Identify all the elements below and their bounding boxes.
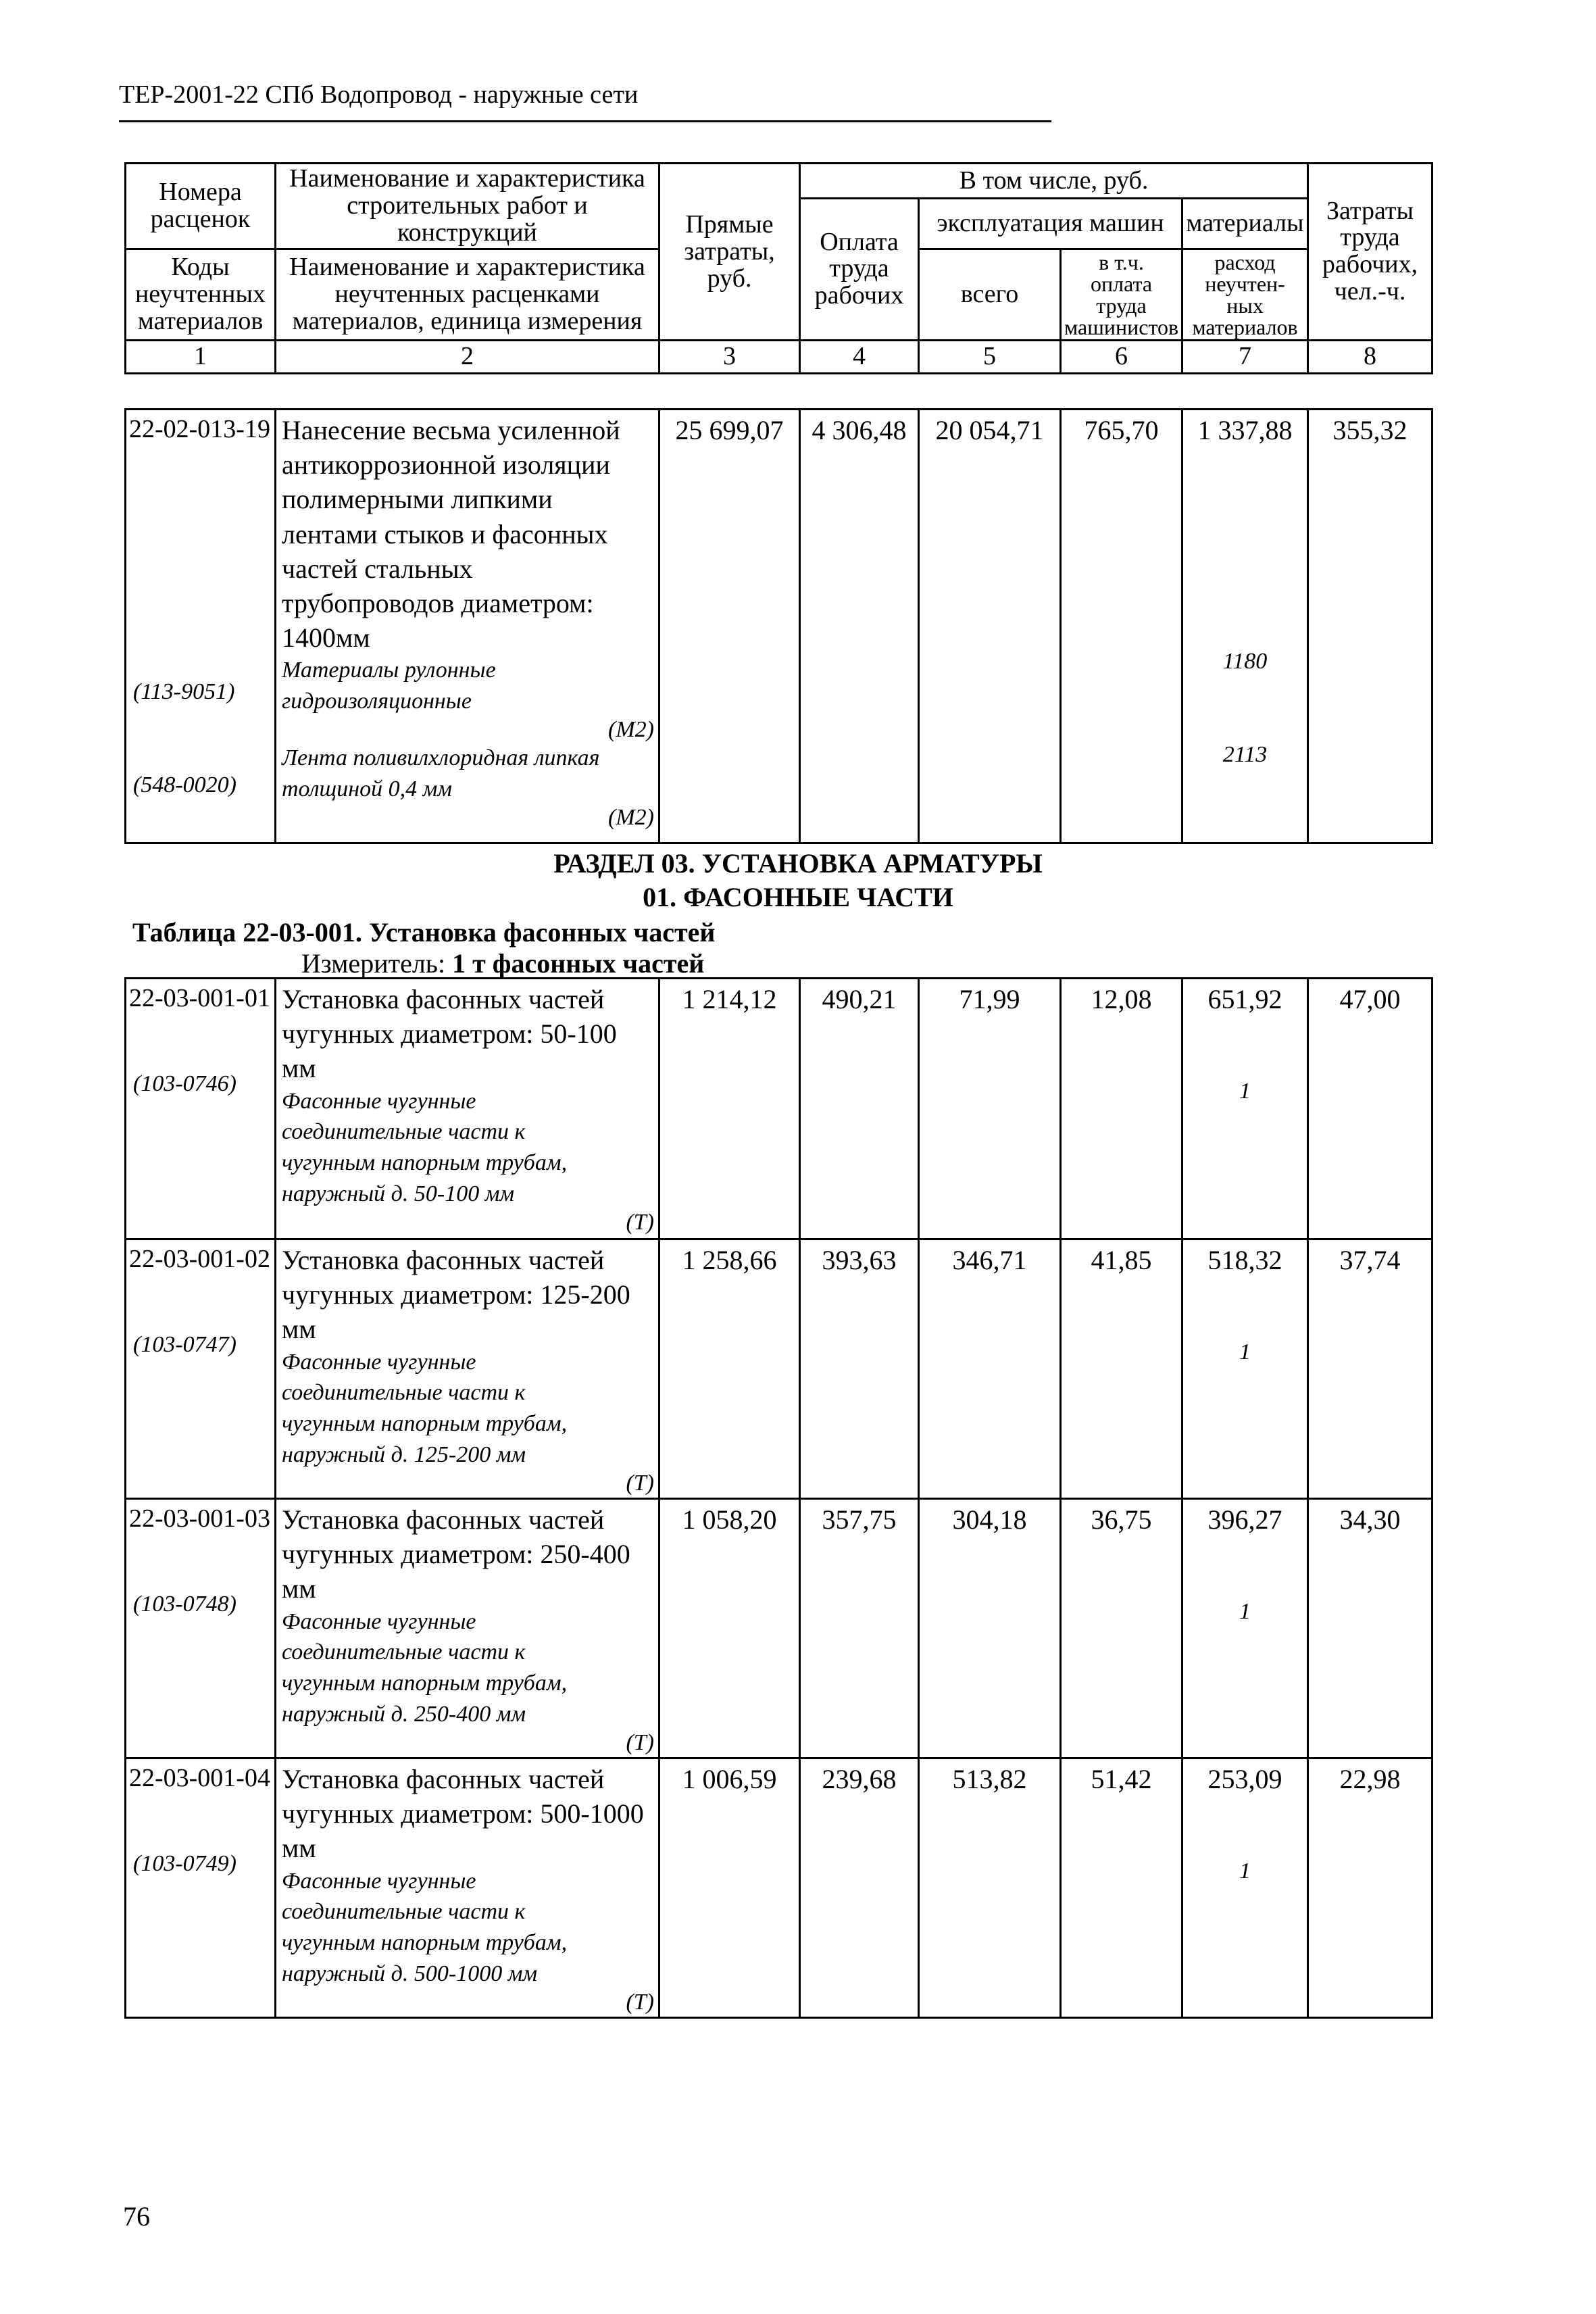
- rate-name: Установка фасонных частей чугунных диаметром: 500-1000 мм: [282, 1764, 644, 1864]
- table-row: [126, 1758, 1432, 2018]
- material-code: (103-0748): [133, 1592, 236, 1617]
- col7-header: расход неучтен- ных материалов: [1182, 249, 1308, 340]
- material-unit: (Т): [626, 1730, 654, 1756]
- col1-header-top: Номера расценок: [126, 164, 276, 249]
- col5-header: всего: [919, 249, 1061, 340]
- labor-hours: 47,00: [1339, 984, 1401, 1014]
- material-qty: 1: [1239, 1858, 1251, 1884]
- machine-cost: 20 054,71: [935, 415, 1044, 445]
- rate-code: 22-03-001-04: [129, 1764, 270, 1792]
- col-number-7: 7: [1182, 340, 1308, 373]
- page-number: 76: [123, 2201, 150, 2232]
- rate-code: 22-03-001-02: [129, 1245, 270, 1273]
- labor-hours: 355,32: [1332, 415, 1407, 445]
- material-code: (103-0749): [133, 1851, 236, 1876]
- section-subtitle: 01. ФАСОННЫЕ ЧАСТИ: [643, 882, 953, 912]
- materials-cost: 518,32: [1207, 1245, 1282, 1275]
- labor-hours: 22,98: [1339, 1764, 1401, 1794]
- machines-header: эксплуатация машин: [919, 199, 1182, 249]
- direct-costs: 1 058,20: [682, 1504, 777, 1535]
- table-row: [126, 1239, 1432, 1499]
- materials-cost: 1 337,88: [1197, 415, 1293, 445]
- labor-cost: 393,63: [822, 1245, 897, 1275]
- materials-header: материалы: [1182, 199, 1308, 249]
- machine-cost: 346,71: [952, 1245, 1027, 1275]
- material-code: (113-9051): [133, 679, 235, 704]
- material-name: Фасонные чугунные соединительные части к чугунным напорным трубам, наружный д. 250-400 мм: [282, 1608, 568, 1727]
- rate-code: 22-03-001-01: [129, 984, 270, 1012]
- labor-cost: 239,68: [822, 1764, 897, 1794]
- machinist-labor-cost: 41,85: [1091, 1245, 1152, 1275]
- header-rule: [119, 120, 1051, 122]
- rate-name-cell: [276, 410, 659, 843]
- col3-header: Прямые затраты, руб.: [659, 164, 800, 341]
- material-qty: 1180: [1222, 649, 1268, 674]
- rate-name: Установка фасонных частей чугунных диаметром: 50-100 мм: [282, 984, 617, 1084]
- labor-hours: 37,74: [1339, 1245, 1401, 1275]
- material-code: (103-0747): [133, 1332, 236, 1357]
- table-row: [126, 1499, 1432, 1758]
- material-unit: (Т): [626, 1471, 654, 1496]
- material-qty: 2113: [1222, 742, 1268, 767]
- col2-header-top: Наименование и характеристика строительных работ и конструкций: [276, 164, 659, 249]
- material-qty: 1: [1239, 1339, 1251, 1364]
- machine-cost: 304,18: [952, 1504, 1027, 1535]
- col4-header: Оплата труда рабочих: [800, 199, 919, 341]
- material-unit: (Т): [626, 1990, 654, 2015]
- direct-costs: 1 258,66: [682, 1245, 777, 1275]
- labor-cost: 4 306,48: [812, 415, 907, 445]
- machine-cost: 513,82: [952, 1764, 1027, 1794]
- labor-hours: 34,30: [1339, 1504, 1401, 1535]
- measure-value: 1 т фасонных частей: [452, 948, 705, 979]
- material-unit: (Т): [626, 1210, 654, 1235]
- rate-name: Установка фасонных частей чугунных диаметром: 125-200 мм: [282, 1245, 630, 1345]
- rate-code: 22-03-001-03: [129, 1504, 270, 1533]
- rate-code: 22-02-013-19: [129, 415, 270, 443]
- table-row: [126, 410, 1432, 843]
- material-qty: 1: [1239, 1079, 1251, 1104]
- material-name: Материалы рулонные гидроизоляционные: [282, 658, 496, 714]
- col-number-3: 3: [659, 340, 800, 373]
- material-name: Фасонные чугунные соединительные части к чугунным напорным трубам, наружный д. 500-1000 мм: [282, 1868, 568, 1987]
- material-qty: 1: [1239, 1599, 1251, 1624]
- col-number-4: 4: [800, 340, 919, 373]
- measure-line: [301, 947, 704, 979]
- table-row: [126, 979, 1432, 1239]
- material-name: Фасонные чугунные соединительные части к чугунным напорным трубам, наружный д. 125-200 мм: [282, 1349, 568, 1468]
- document-header-title: ТЕР-2001-22 СПб Водопровод - наружные сети: [119, 80, 639, 109]
- machinist-labor-cost: 12,08: [1091, 984, 1152, 1014]
- col-number-1: 1: [126, 340, 276, 373]
- direct-costs: 25 699,07: [675, 415, 784, 445]
- col8-header: Затраты труда рабочих, чел.-ч.: [1308, 164, 1432, 341]
- rate-name: Установка фасонных частей чугунных диаметром: 250-400 мм: [282, 1504, 630, 1604]
- machine-cost: 71,99: [959, 984, 1020, 1014]
- col-number-5: 5: [919, 340, 1061, 373]
- col2-header-bottom: Наименование и характеристика неучтенных расценками материалов, единица измерения: [276, 249, 659, 340]
- rate-name: Нанесение весьма усиленной антикоррозионной изоляции полимерными липкими лентами стыков и фасонных частей стальных трубопроводов диаметром: 1400мм: [282, 415, 620, 654]
- labor-cost: 357,75: [822, 1504, 897, 1535]
- included-header: В том числе, руб.: [800, 164, 1308, 199]
- material-code: (103-0746): [133, 1071, 236, 1096]
- labor-cost: 490,21: [822, 984, 897, 1014]
- section-title: РАЗДЕЛ 03. УСТАНОВКА АРМАТУРЫ: [553, 848, 1043, 879]
- material-unit: (М2): [608, 804, 654, 830]
- materials-cost: 396,27: [1207, 1504, 1282, 1535]
- machinist-labor-cost: 36,75: [1091, 1504, 1152, 1535]
- rates-table-2: [124, 977, 1433, 2019]
- material-unit: (М2): [608, 717, 654, 743]
- machinist-labor-cost: 765,70: [1084, 415, 1159, 445]
- measure-label: Измеритель:: [301, 948, 453, 979]
- materials-cell: [1182, 410, 1308, 843]
- materials-cost: 651,92: [1207, 984, 1282, 1014]
- direct-costs: 1 214,12: [682, 984, 777, 1014]
- col6-header: в т.ч. оплата труда машинистов: [1061, 249, 1182, 340]
- material-name: Лента поливилхлоридная липкая толщиной 0,4 мм: [282, 745, 600, 802]
- direct-costs: 1 006,59: [682, 1764, 777, 1794]
- material-name: Фасонные чугунные соединительные части к чугунным напорным трубам, наружный д. 50-100 мм: [282, 1088, 568, 1207]
- col-number-2: 2: [276, 340, 659, 373]
- materials-cost: 253,09: [1207, 1764, 1282, 1794]
- col1-header-bottom: Коды неучтенных материалов: [126, 249, 276, 340]
- col-number-6: 6: [1061, 340, 1182, 373]
- machinist-labor-cost: 51,42: [1091, 1764, 1152, 1794]
- col-number-8: 8: [1308, 340, 1432, 373]
- rate-code-cell: [126, 410, 276, 843]
- table-title: Таблица 22-03-001. Установка фасонных частей: [132, 917, 716, 947]
- material-code: (548-0020): [133, 772, 236, 797]
- rates-table-1: [124, 408, 1433, 844]
- column-header-table: [124, 162, 1433, 374]
